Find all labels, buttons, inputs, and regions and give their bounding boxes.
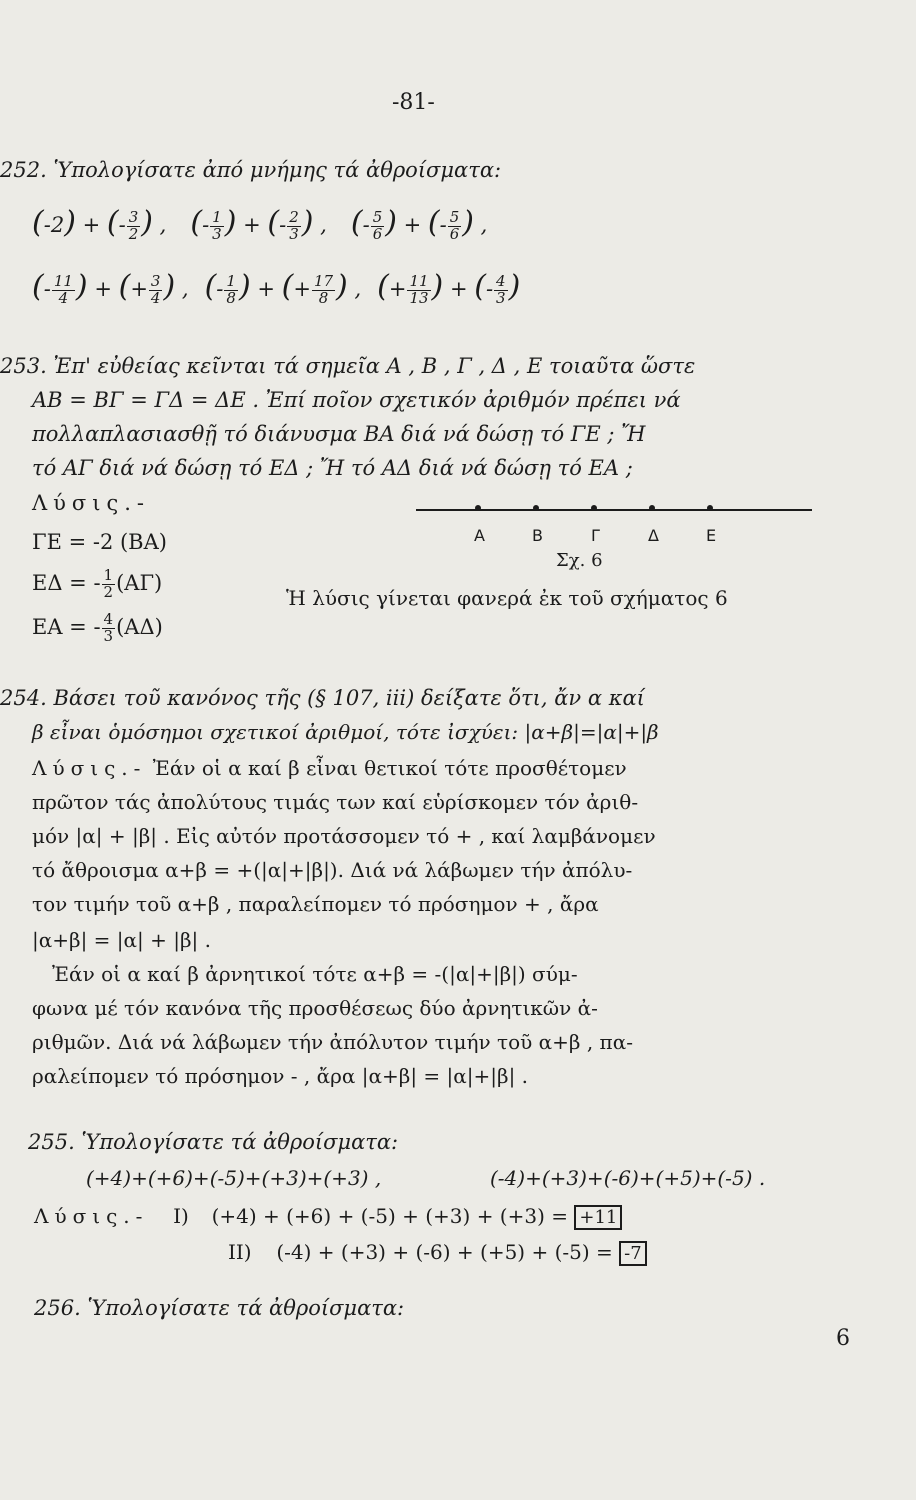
problem-252-header <box>0 160 501 181</box>
point-label-gamma: Γ <box>591 526 600 545</box>
p253-eq-3: EA = - $\frac{4}{3}$ (AΔ) <box>32 610 163 645</box>
p255-expr-2: (-4)+(+3)+(-6)+(+5)+(-5) . <box>490 1166 766 1190</box>
p252-expr-6: (+ $\frac{11}{13}$ ) + (- $\frac{4}{3}$ ) <box>377 269 521 307</box>
problem-254-line-12: ραλείπομεν τό πρόσημον - , ἄρα |α+β| = |α|+|β| . <box>32 1064 529 1088</box>
p255-result-box-1: +11 <box>574 1205 622 1230</box>
problem-statement: Ὑπολογίσατε τά ἀθροίσματα: <box>81 1130 399 1154</box>
problem-253-line-2: AB = BΓ = ΓΔ = ΔE . Ἐπί ποῖον σχετικόν ἀριθμόν πρέπει νά <box>32 388 681 412</box>
p252-expr-1: (-2) + (- $\frac{3}{2}$ ) <box>32 205 153 243</box>
p255-expr-1: (+4)+(+6)+(-5)+(+3)+(+3) , <box>86 1166 382 1190</box>
problem-number: 252. <box>0 158 47 182</box>
figure-caption: Σχ. 6 <box>556 550 603 571</box>
p252-row1: (-2) + (- $\frac{3}{2}$ ) , (- $\frac{1}{3}$ ) + (- $\frac{2}{3}$ ) , (- $\frac{5}{6}$ ) + (- $\frac{5}{6}$ ) , <box>32 205 488 243</box>
p255-solution-1: Λύσις.- I) (+4) + (+6) + (-5) + (+3) + (+3) = +11 <box>34 1206 622 1227</box>
problem-253-line-1: 253. Ἐπ' εὐθείας κεῖνται τά σημεῖα A , B , Γ , Δ , E τοιαῦτα ὥστε <box>0 354 696 378</box>
point-label-delta: Δ <box>648 526 659 545</box>
problem-254-line-9: Ἐάν οἱ α καί β ἀρνητικοί τότε α+β = -(|α|+|β|) σύμ- <box>52 962 578 986</box>
problem-254-line-11: ριθμῶν. Διά νά λάβωμεν τήν ἀπόλυτον τιμήν τοῦ α+β , πα- <box>32 1030 633 1054</box>
corner-mark: 6 <box>836 1326 850 1351</box>
problem-statement: Ὑπολογίσατε τά ἀθροίσματα: <box>87 1296 405 1320</box>
problem-number: 254. <box>0 686 47 710</box>
figure-note: Ἡ λύσις γίνεται φανερά ἐκ τοῦ σχήματος 6 <box>286 586 728 610</box>
problem-253-line-3: πολλαπλασιασθῇ τό διάνυσμα BA διά νά δώσῃ τό ΓE ; Ἤ <box>32 422 646 446</box>
page-number: -81- <box>392 90 435 115</box>
problem-254-line-7: τον τιμήν τοῦ α+β , παραλείπομεν τό πρόσημον + , ἄρα <box>32 892 599 916</box>
p255-solution-label: Λύσις.- <box>34 1204 149 1228</box>
problem-256-header <box>34 1298 404 1319</box>
problem-253-line-4: τό AΓ διά νά δώσῃ τό EΔ ; Ἤ τό AΔ διά νά δώσῃ τό EA ; <box>32 456 633 480</box>
p255-solution-2: II) (-4) + (+3) + (-6) + (+5) + (-5) = -7 <box>228 1242 647 1263</box>
p252-expr-2: (- $\frac{1}{3}$ ) + (- $\frac{2}{3}$ ) <box>190 205 314 243</box>
point-label-e: E <box>706 526 717 545</box>
problem-statement: Ὑπολογίσατε ἀπό μνήμης τά ἀθροίσματα: <box>53 158 502 182</box>
problem-number: 255. <box>28 1130 75 1154</box>
p252-expr-5: (- $\frac{1}{8}$ ) + (+ $\frac{17}{8}$ ) <box>204 269 348 307</box>
point-label-a: A <box>474 526 485 545</box>
number-line-point <box>649 505 655 511</box>
p255-result-box-2: -7 <box>619 1241 647 1266</box>
problem-254-line-2: β εἶναι ὁμόσημοι σχετικοί ἀριθμοί, τότε ἰσχύει: |α+β|=|α|+|β <box>32 720 659 744</box>
number-line-point <box>475 505 481 511</box>
p252-expr-3: (- $\frac{5}{6}$ ) + (- $\frac{5}{6}$ ) <box>350 205 474 243</box>
problem-number: 253. <box>0 354 47 378</box>
number-line-point <box>591 505 597 511</box>
problem-254-line-4: πρῶτον τάς ἀπολύτους τιμάς των καί εὑρίσκομεν τόν ἀριθ- <box>32 790 639 814</box>
problem-254-line-10: φωνα μέ τόν κανόνα τῆς προσθέσεως δύο ἀρνητικῶν ἀ- <box>32 996 598 1020</box>
number-line-point <box>533 505 539 511</box>
problem-254-line-6: τό ἄθροισμα α+β = +(|α|+|β|). Διά νά λάβωμεν τήν ἀπόλυ- <box>32 858 633 882</box>
p252-expr-4: (- $\frac{11}{4}$ ) + (+ $\frac{3}{4}$ ) <box>32 269 176 307</box>
p253-eq-1: ΓE = -2 (BA) <box>32 530 167 554</box>
p253-eq-2: EΔ = - $\frac{1}{2}$ (AΓ) <box>32 566 163 601</box>
problem-254-line-8: |α+β| = |α| + |β| . <box>32 928 211 952</box>
point-label-b: B <box>532 526 543 545</box>
p253-solution-label: Λύσις.- <box>32 491 151 515</box>
problem-254-line-1: 254. Βάσει τοῦ κανόνος τῆς (§ 107, iii) δείξατε ὅτι, ἄν α καί <box>0 686 645 710</box>
problem-255-header <box>28 1132 398 1153</box>
problem-number: 256. <box>34 1296 81 1320</box>
problem-254-line-3: Λύσις.- Ἐάν οἱ α καί β εἶναι θετικοί τότε προσθέτομεν <box>32 756 627 780</box>
p252-row2: (- $\frac{11}{4}$ ) + (+ $\frac{3}{4}$ ) , (- $\frac{1}{8}$ ) + (+ $\frac{17}{8}$ ) , (+ $\frac{11}{13}$ ) + (- $\frac{4}{3}$ ) <box>32 269 521 307</box>
number-line-point <box>707 505 713 511</box>
problem-254-line-5: μόν |α| + |β| . Εἰς αὐτόν προτάσσομεν τό + , καί λαμβάνομεν <box>32 824 656 848</box>
